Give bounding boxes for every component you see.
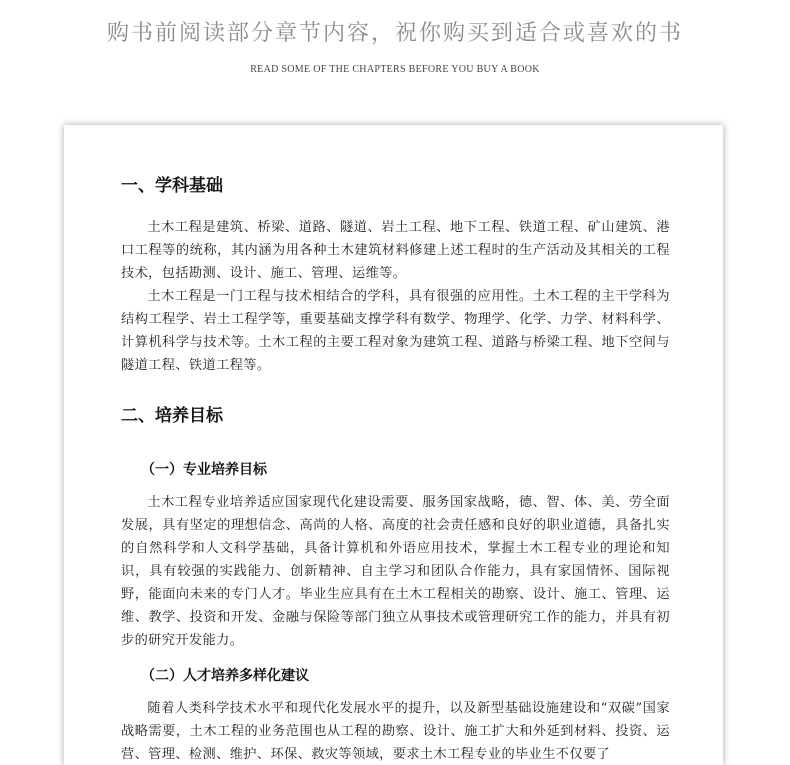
paragraph-civil-engineering-definition: 土木工程是建筑、桥梁、道路、隧道、岩土工程、地下工程、铁道工程、矿山建筑、港口工程等的统称，其内涵为用各种土木建筑材料修建上述工程时的生产活动及其相关的工程技术，包括勘测、设计、施工、管理、运维等。 bbox=[121, 220, 670, 281]
header-subtitle: READ SOME OF THE CHAPTERS BEFORE YOU BUY A BOOK bbox=[250, 64, 540, 75]
paragraph-civil-engineering-discipline: 土木工程是一门工程与技术相结合的学科，具有很强的应用性。土木工程的主干学科为结构工程学、岩土工程学等，重要基础支撑学科有数学、物理学、化学、力学、材料科学、计算机科学与技术等。土木工程的主要工程对象为建筑工程、道路与桥梁工程、地下空间与隧道工程、铁道工程等。 bbox=[121, 289, 670, 373]
paragraph-professional-goals: 土木工程专业培养适应国家现代化建设需要、服务国家战略，德、智、体、美、劳全面发展，具有坚定的理想信念、高尚的人格、高度的社会责任感和良好的职业道德，具备扎实的自然科学和人文科学基础，具备计算机和外语应用技术，掌握土木工程专业的理论和知识，具有较强的实践能力、创新精神、自主学习和团队合作能力，具有家国情怀、国际视野，能面向未来的专门人才。毕业生应具有在土木工程相关的勘察、设计、施工、管理、运维、教学、投资和开发、金融与保险等部门独立从事技术或管理研究工作的能力，并具有初步的研究开发能力。 bbox=[121, 495, 670, 648]
document-page bbox=[64, 125, 723, 765]
subsection-heading-professional-goals: （一）专业培养目标 bbox=[141, 462, 267, 478]
paragraph-diversification: 随着人类科学技术水平和现代化发展水平的提升，以及新型基础设施建设和“双碳”国家战略需要，土木工程的业务范围也从工程的勘察、设计、施工扩大和外延到材料、投资、运营、管理、检测、维护、环保、救灾等领域，要求土木工程专业的毕业生不仅要了 bbox=[121, 701, 670, 762]
subsection-heading-diversification: （二）人才培养多样化建议 bbox=[141, 668, 309, 684]
section-heading-training-goals: 二、培养目标 bbox=[121, 406, 223, 426]
section-heading-discipline-foundation: 一、学科基础 bbox=[121, 176, 223, 196]
header-title: 购书前阅读部分章节内容，祝你购买到适合或喜欢的书 bbox=[106, 21, 683, 46]
